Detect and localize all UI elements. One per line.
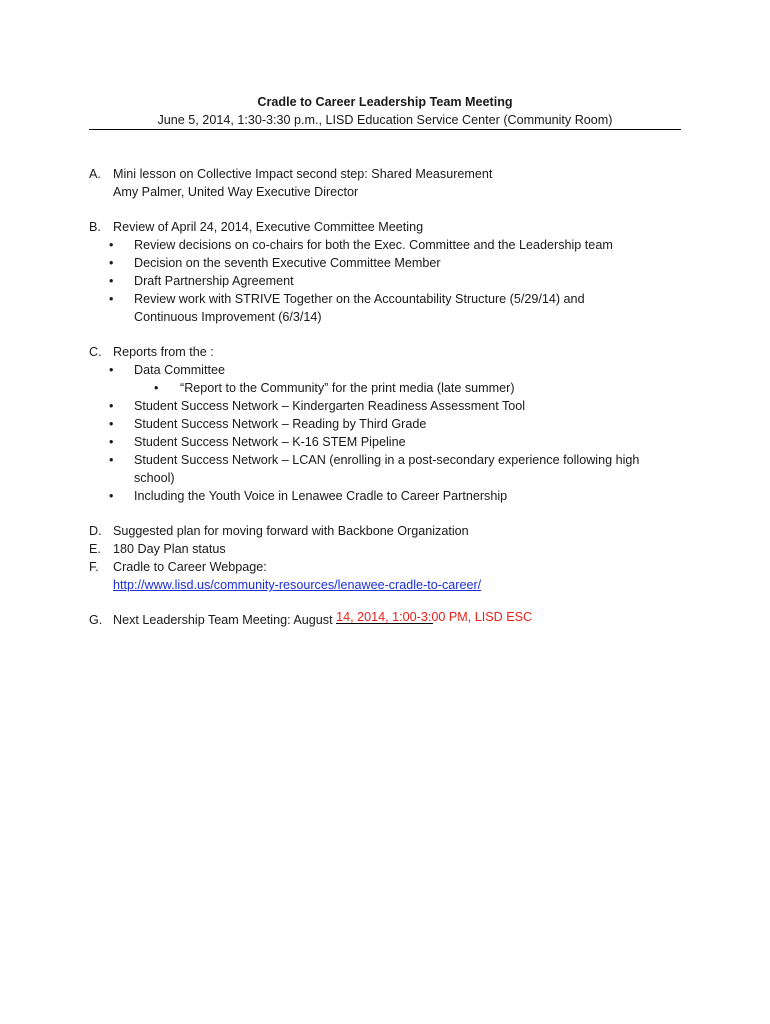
item-text: 180 Day Plan status: [113, 542, 226, 556]
agenda-item-c: [89, 343, 689, 361]
bullet-icon: •: [109, 417, 114, 431]
webpage-link[interactable]: http://www.lisd.us/community-resources/lenawee-cradle-to-career/: [113, 578, 482, 592]
item-letter: D.: [89, 524, 102, 538]
agenda-item-f: [89, 558, 689, 576]
bullet-icon: •: [109, 274, 114, 288]
item-letter: F.: [89, 560, 99, 574]
agenda-item-b: [89, 218, 689, 236]
item-text: Cradle to Career Webpage:: [113, 560, 267, 574]
presenter-text: Amy Palmer, United Way Executive Director: [113, 185, 359, 199]
list-item: • Draft Partnership Agreement: [109, 274, 294, 288]
list-item: • Student Success Network – LCAN (enrolling in a post-secondary experience following high school): [109, 453, 640, 485]
agenda-item-a: [89, 165, 689, 201]
sub-bullets: [134, 379, 689, 397]
bullet-icon: •: [109, 363, 114, 377]
bullet-icon: •: [109, 238, 114, 252]
filled-in-date: 14, 2014, 1:00-3:00 PM, LISD ESC: [336, 610, 533, 624]
item-text: Mini lesson on Collective Impact second step: Shared Measurement: [113, 167, 493, 181]
list-item: • Review work with STRIVE Together on the Accountability Structure (5/29/14) and Continuous Improvement (6/3/14): [109, 292, 585, 324]
agenda-item-g: [89, 611, 689, 629]
item-letter: C.: [89, 345, 102, 359]
agenda-item-e: [89, 540, 689, 558]
list-item: • Data Committee • “Report to the Community” for the print media (late summer): [89, 361, 689, 397]
list-item: • Student Success Network – Kindergarten Readiness Assessment Tool: [109, 399, 526, 413]
sub-list-item: • “Report to the Community” for the print media (late summer): [154, 381, 515, 395]
document-title: Cradle to Career Leadership Team Meeting: [257, 95, 513, 109]
bullet-icon: •: [109, 489, 114, 503]
item-letter: B.: [89, 220, 101, 234]
item-text: Next Leadership Team Meeting: August: [113, 613, 337, 627]
list-item: • Review decisions on co-chairs for both the Exec. Committee and the Leadership team: [109, 238, 613, 252]
bullet-icon: •: [109, 435, 114, 449]
bullet-icon: •: [154, 381, 159, 395]
bullet-icon: •: [109, 292, 114, 306]
item-b-bullets: [89, 236, 689, 326]
item-text: Suggested plan for moving forward with Backbone Organization: [113, 524, 469, 538]
list-item: • Student Success Network – K-16 STEM Pipeline: [109, 435, 406, 449]
item-letter: G.: [89, 613, 103, 627]
item-heading: Reports from the :: [113, 345, 214, 359]
item-letter: E.: [89, 542, 101, 556]
item-letter: A.: [89, 167, 101, 181]
agenda: [89, 165, 689, 629]
bullet-icon: •: [109, 399, 114, 413]
list-item: • Student Success Network – Reading by Third Grade: [109, 417, 427, 431]
item-heading: Review of April 24, 2014, Executive Committee Meeting: [113, 220, 424, 234]
title-divider: [89, 129, 681, 130]
list-item: • Decision on the seventh Executive Committee Member: [109, 256, 441, 270]
meeting-details: June 5, 2014, 1:30-3:30 p.m., LISD Education Service Center (Community Room): [157, 113, 613, 127]
bullet-icon: •: [109, 256, 114, 270]
bullet-icon: •: [109, 453, 114, 467]
date-blank: [336, 610, 533, 624]
list-item: • Including the Youth Voice in Lenawee Cradle to Career Partnership: [109, 489, 508, 503]
item-c-bullets: [89, 361, 689, 505]
agenda-item-d: [89, 522, 689, 540]
